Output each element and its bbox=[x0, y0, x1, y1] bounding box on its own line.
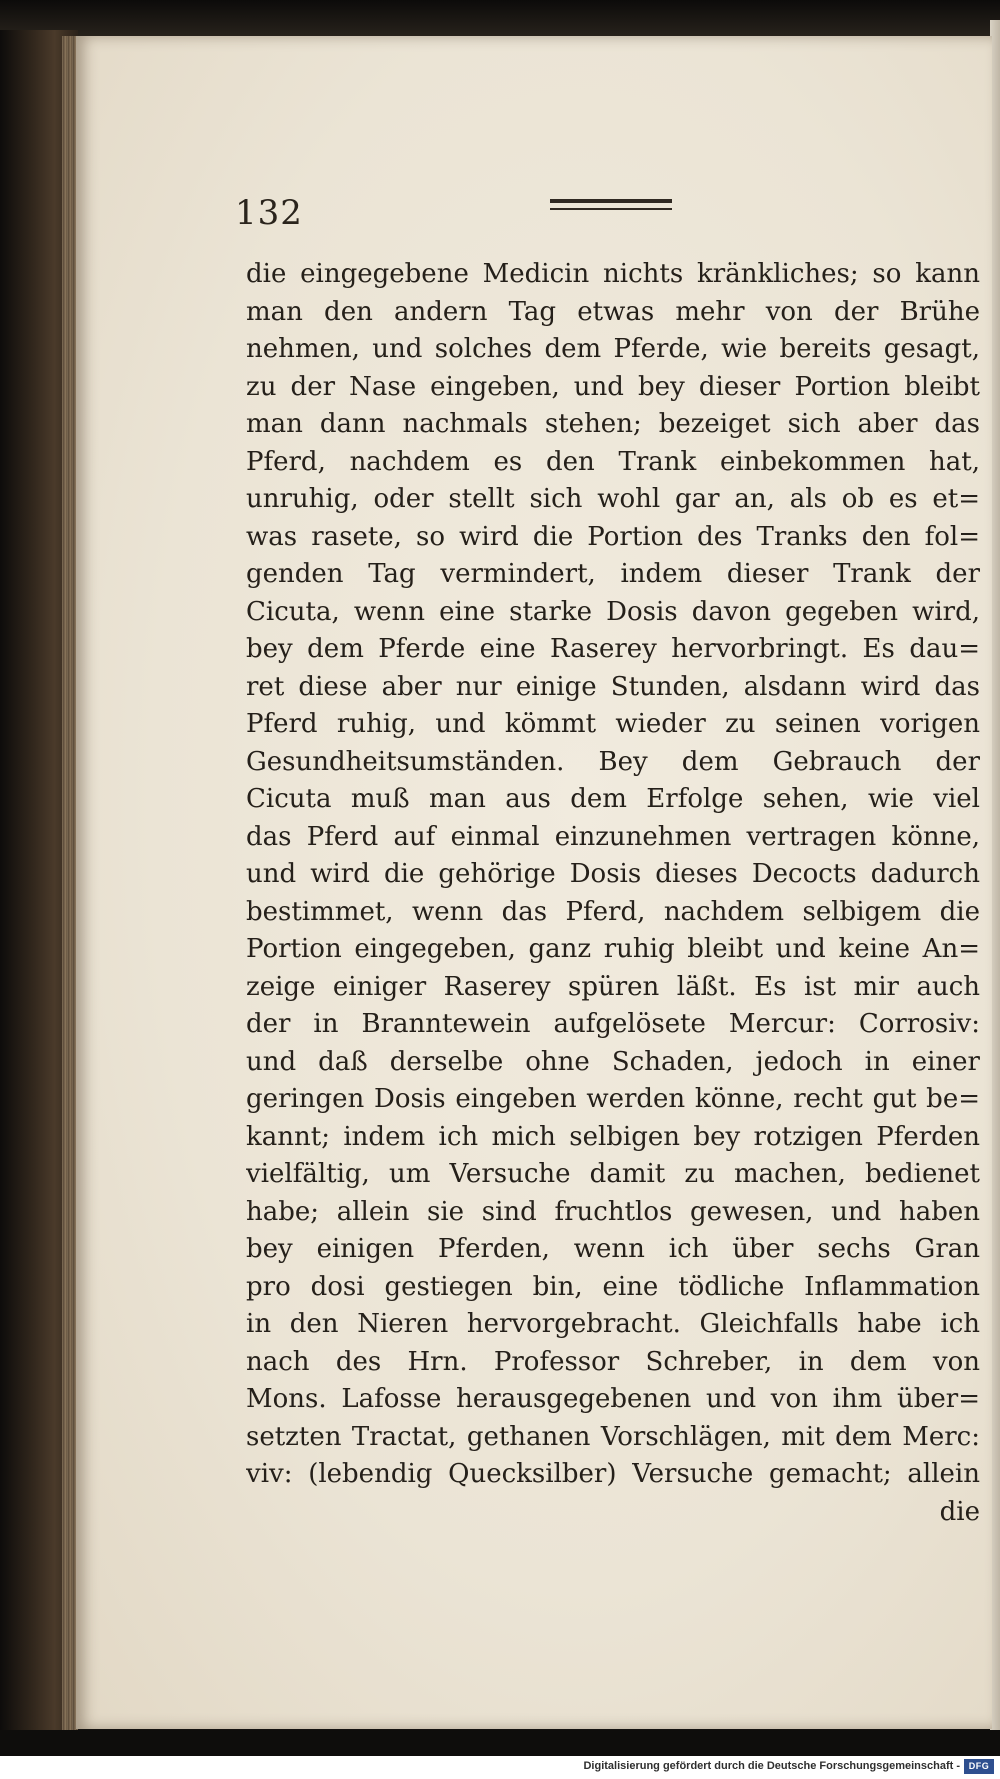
text-line: was rasete, so wird die Portion des Tranks den fol= bbox=[246, 521, 980, 552]
scan-background-top bbox=[0, 0, 1000, 40]
text-line: man dann nachmals stehen; bezeiget sich aber das bbox=[246, 409, 980, 439]
text-line: Cicuta muß man aus dem Erfolge sehen, wie viel bbox=[246, 784, 980, 814]
text-line: habe; allein sie sind fruchtlos gewesen, und haben bbox=[246, 1196, 980, 1227]
text-line: Pferd, nachdem es den Trank einbekommen hat, bbox=[246, 446, 980, 477]
digitization-footer bbox=[0, 1756, 1000, 1779]
text-line: das Pferd auf einmal einzunehmen vertragen könne, bbox=[246, 821, 980, 852]
header-rule-thin bbox=[550, 208, 672, 210]
text-line: zeige einiger Raserey spüren läßt. Es ist mir auch bbox=[246, 971, 980, 1002]
text-line: nach des Hrn. Professor Schreber, in dem von bbox=[246, 1346, 980, 1377]
text-line: bestimmet, wenn das Pferd, nachdem selbigem die bbox=[246, 896, 980, 927]
text-line: der in Branntewein aufgelösete Mercur: Corrosiv: bbox=[246, 1009, 980, 1039]
text-line: und wird die gehörige Dosis dieses Decocts dadurch bbox=[246, 859, 980, 889]
text-line: Mons. Lafosse herausgegebenen und von ihm über= bbox=[246, 1384, 980, 1414]
text-line: nehmen, und solches dem Pferde, wie bereits gesagt, bbox=[246, 334, 980, 364]
text-line: setzten Tractat, gethanen Vorschlägen, mit dem Merc: bbox=[246, 1421, 980, 1452]
text-line: geringen Dosis eingeben werden könne, recht gut be= bbox=[246, 1084, 980, 1114]
dfg-logo[interactable]: DFG bbox=[964, 1759, 994, 1774]
text-line: vielfältig, um Versuche damit zu machen, bedienet bbox=[246, 1159, 980, 1189]
footer-credit: Digitalisierung gefördert durch die Deutsche Forschungsgemeinschaft - bbox=[583, 1760, 960, 1772]
text-line: bey einigen Pferden, wenn ich über sechs Gran bbox=[246, 1234, 980, 1264]
text-line: Gesundheitsumständen. Bey dem Gebrauch der bbox=[246, 746, 980, 777]
text-line: in den Nieren hervorgebracht. Gleichfalls habe ich bbox=[246, 1309, 980, 1339]
catchword: die bbox=[939, 1496, 980, 1527]
text-line: unruhig, oder stellt sich wohl gar an, als ob es et= bbox=[246, 484, 980, 514]
body-text bbox=[246, 256, 980, 1531]
text-line: zu der Nase eingeben, und bey dieser Portion bleibt bbox=[246, 371, 980, 402]
text-line: bey dem Pferde eine Raserey hervorbringt. Es dau= bbox=[246, 634, 980, 664]
text-line: Portion eingegeben, ganz ruhig bleibt und keine An= bbox=[246, 934, 980, 964]
text-line: ret diese aber nur einige Stunden, alsdann wird das bbox=[246, 671, 980, 702]
text-line: kannt; indem ich mich selbigen bey rotzigen Pferden bbox=[246, 1121, 980, 1152]
text-line: pro dosi gestiegen bin, eine tödliche Inflammation bbox=[246, 1271, 980, 1302]
header-rule bbox=[550, 199, 672, 203]
text-line: viv: (lebendig Quecksilber) Versuche gemacht; allein bbox=[246, 1459, 980, 1489]
text-line: die eingegebene Medicin nichts kränkliches; so kann bbox=[246, 259, 980, 289]
text-line: Cicuta, wenn eine starke Dosis davon gegeben wird, bbox=[246, 596, 980, 627]
text-line: und daß derselbe ohne Schaden, jedoch in einer bbox=[246, 1046, 980, 1077]
text-line: genden Tag vermindert, indem dieser Trank der bbox=[246, 559, 980, 589]
text-line: man den andern Tag etwas mehr von der Brühe bbox=[246, 296, 980, 327]
text-line: Pferd ruhig, und kömmt wieder zu seinen vorigen bbox=[246, 709, 980, 739]
page-number: 132 bbox=[235, 193, 303, 233]
